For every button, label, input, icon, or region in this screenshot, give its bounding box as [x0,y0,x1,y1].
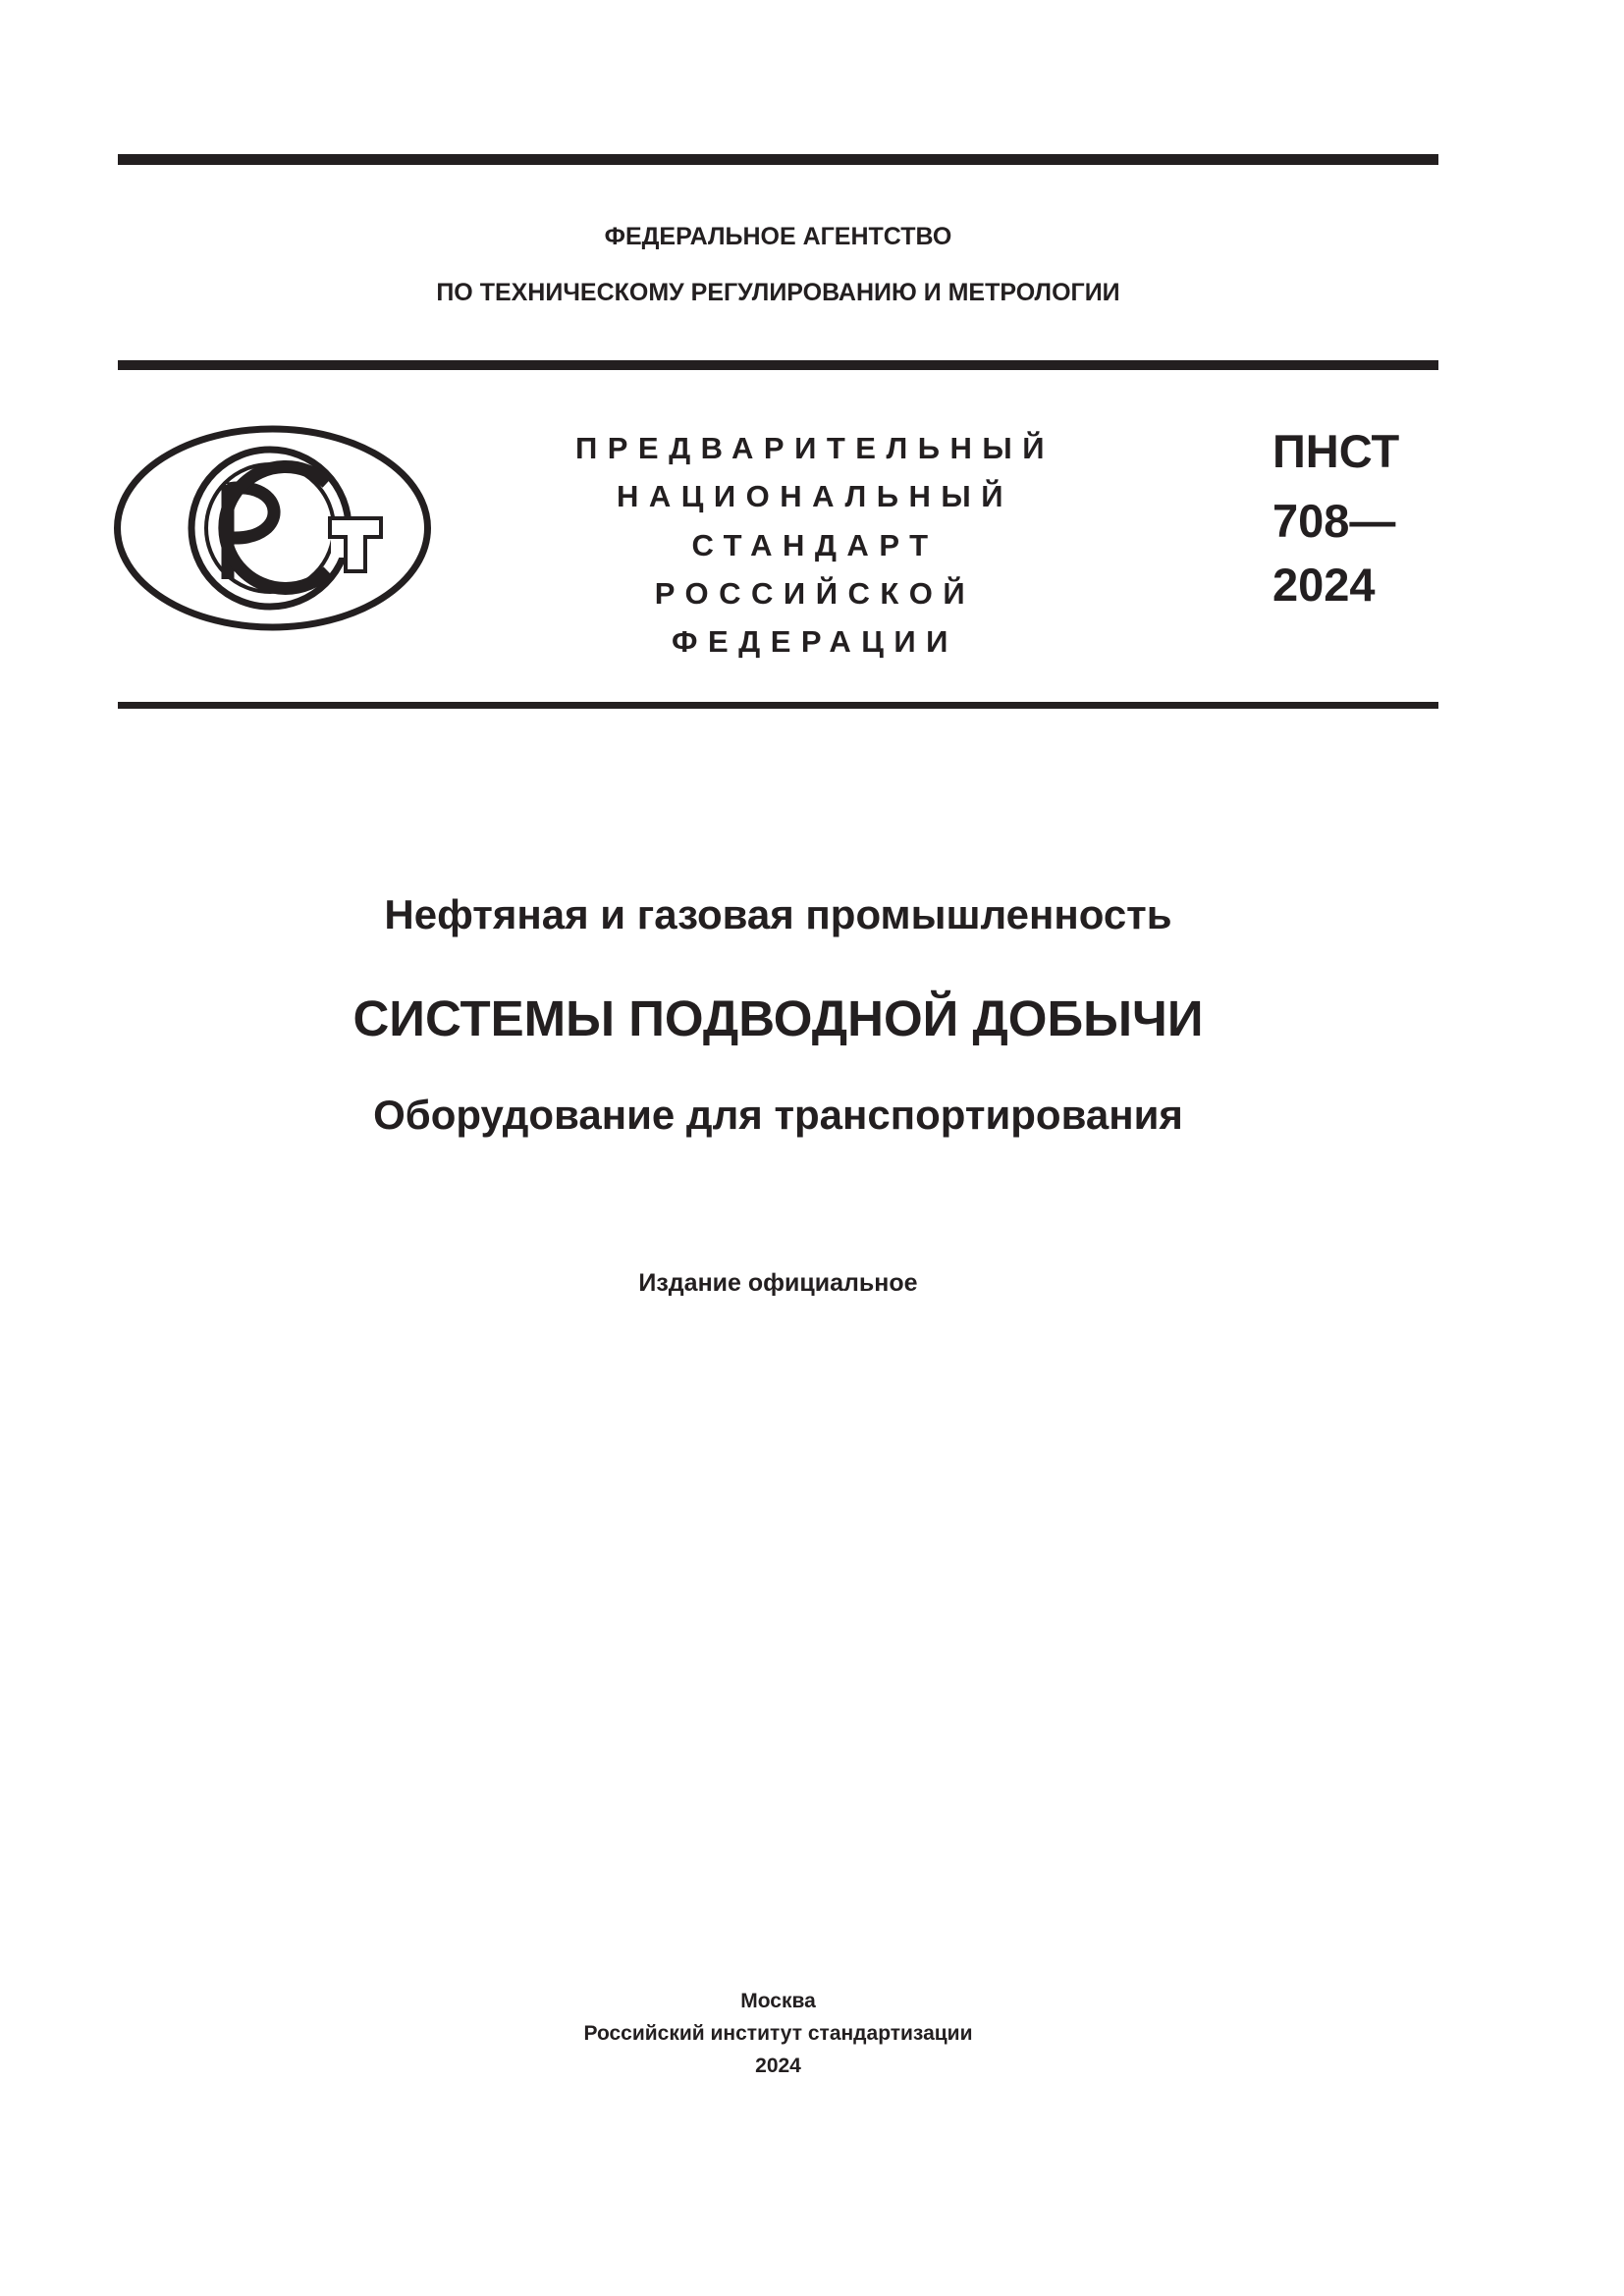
standard-kind-line-5: ФЕДЕРАЦИИ [672,624,958,659]
standard-kind-line-4: РОССИЙСКОЙ [654,576,976,611]
edition-label: Издание официальное [638,1269,918,1297]
imprint-publisher: Российский институт стандартизации [583,2022,973,2045]
agency-name-line-2: ПО ТЕХНИЧЕСКОМУ РЕГУЛИРОВАНИЮ И МЕТРОЛОГИИ [436,279,1120,306]
agency-name-line-1: ФЕДЕРАЛЬНОЕ АГЕНТСТВО [604,223,952,250]
middle-rule [118,360,1438,370]
imprint-city: Москва [740,1990,816,2012]
document-title-main: СИСТЕМЫ ПОДВОДНОЙ ДОБЫЧИ [352,990,1204,1046]
standard-designation-prefix: ПНСТ [1272,425,1400,477]
document-title-industry: Нефтяная и газовая промышленность [384,891,1172,937]
standard-kind-line-2: НАЦИОНАЛЬНЫЙ [616,479,1014,513]
standard-designation-number: 708— [1272,495,1396,547]
standard-kind-line-1: ПРЕДВАРИТЕЛЬНЫЙ [574,431,1056,465]
bottom-rule [118,702,1438,709]
standard-kind-line-3: СТАНДАРТ [691,528,939,562]
imprint-year: 2024 [755,2055,801,2077]
top-rule [118,154,1438,165]
rst-mark-icon [113,424,432,632]
standard-designation-year: 2024 [1272,559,1376,611]
document-title-subject: Оборудование для транспортирования [373,1092,1183,1138]
